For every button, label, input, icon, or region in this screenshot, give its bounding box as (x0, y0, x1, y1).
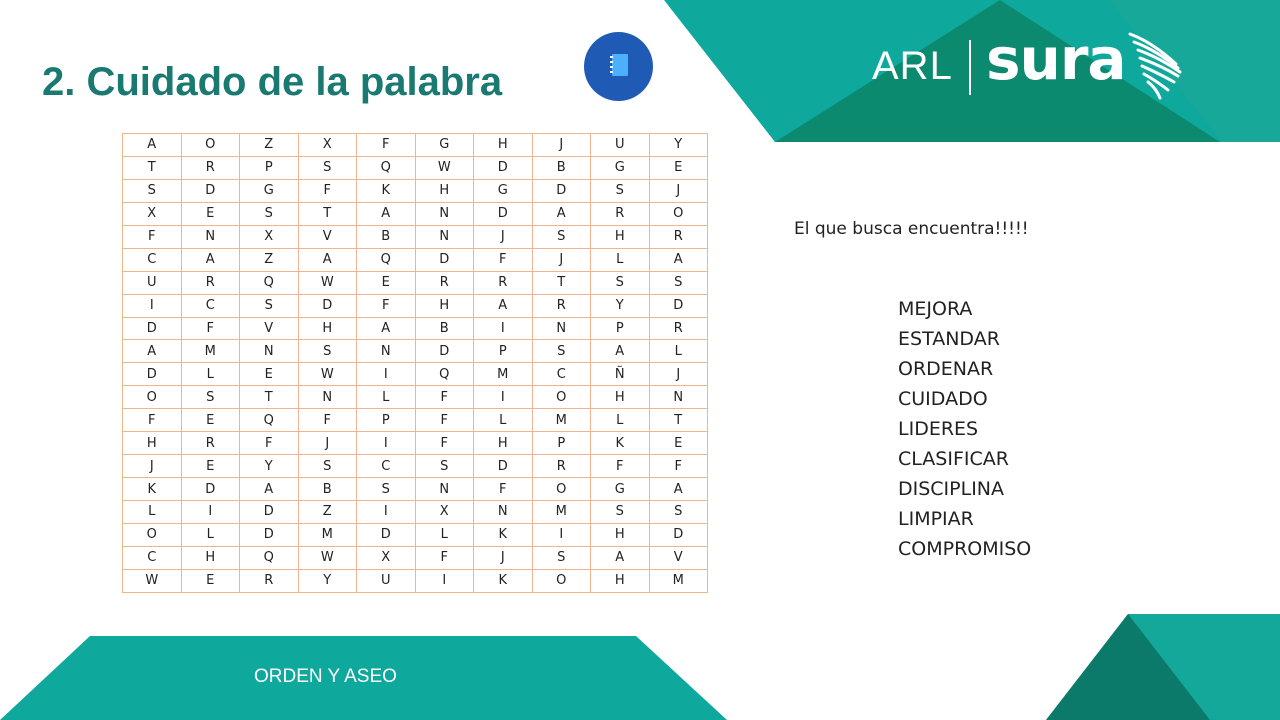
grid-cell: S (123, 179, 182, 202)
grid-cell: H (474, 134, 533, 157)
grid-cell: S (591, 501, 650, 524)
grid-cell: Z (240, 134, 299, 157)
grid-cell: P (474, 340, 533, 363)
grid-row (123, 363, 708, 386)
grid-cell: F (415, 386, 474, 409)
grid-cell: L (591, 409, 650, 432)
grid-cell: K (123, 478, 182, 501)
grid-cell: B (415, 317, 474, 340)
grid-cell: D (649, 294, 708, 317)
grid-row (123, 546, 708, 569)
grid-cell: A (181, 248, 240, 271)
grid-cell: W (123, 569, 182, 592)
grid-cell: G (474, 179, 533, 202)
hint-text: El que busca encuentra!!!!! (794, 219, 1029, 239)
grid-cell: Q (415, 363, 474, 386)
word-list-item: DISCIPLINA (898, 478, 1005, 500)
grid-cell: U (357, 569, 416, 592)
grid-cell: Y (298, 569, 357, 592)
grid-cell: R (591, 202, 650, 225)
grid-cell: I (415, 569, 474, 592)
grid-cell: O (532, 386, 591, 409)
grid-cell: B (532, 156, 591, 179)
grid-cell: I (357, 432, 416, 455)
grid-row (123, 501, 708, 524)
grid-row (123, 179, 708, 202)
word-list-item: ORDENAR (898, 358, 994, 380)
grid-cell: Q (240, 409, 299, 432)
grid-cell: S (298, 340, 357, 363)
grid-cell: R (649, 225, 708, 248)
grid-cell: O (649, 202, 708, 225)
grid-cell: J (298, 432, 357, 455)
grid-cell: T (298, 202, 357, 225)
grid-cell: H (591, 225, 650, 248)
grid-cell: V (298, 225, 357, 248)
grid-cell: X (357, 546, 416, 569)
grid-cell: T (240, 386, 299, 409)
word-list-item: ESTANDAR (898, 328, 1000, 350)
grid-cell: R (181, 156, 240, 179)
grid-cell: N (532, 317, 591, 340)
grid-cell: D (181, 478, 240, 501)
grid-cell: S (532, 340, 591, 363)
grid-cell: F (123, 409, 182, 432)
grid-cell: C (532, 363, 591, 386)
grid-cell: K (474, 523, 533, 546)
grid-cell: N (649, 386, 708, 409)
grid-cell: P (357, 409, 416, 432)
grid-cell: R (415, 271, 474, 294)
logo-sura-text: sura (986, 25, 1126, 93)
grid-cell: Q (357, 248, 416, 271)
grid-cell: U (591, 134, 650, 157)
grid-row (123, 455, 708, 478)
grid-cell: W (415, 156, 474, 179)
grid-cell: R (181, 432, 240, 455)
grid-cell: B (357, 225, 416, 248)
grid-cell: X (240, 225, 299, 248)
grid-cell: Y (240, 455, 299, 478)
grid-cell: N (415, 202, 474, 225)
grid-cell: N (298, 386, 357, 409)
notebook-badge (584, 32, 653, 101)
grid-cell: K (474, 569, 533, 592)
word-search-grid (122, 133, 708, 593)
grid-cell: J (474, 225, 533, 248)
grid-cell: W (298, 546, 357, 569)
grid-cell: D (357, 523, 416, 546)
grid-row (123, 386, 708, 409)
grid-cell: Z (298, 501, 357, 524)
grid-row (123, 478, 708, 501)
grid-cell: C (181, 294, 240, 317)
grid-cell: N (240, 340, 299, 363)
grid-cell: R (649, 317, 708, 340)
grid-cell: A (532, 202, 591, 225)
grid-row (123, 523, 708, 546)
logo-separator (969, 40, 971, 95)
grid-row (123, 294, 708, 317)
grid-cell: F (415, 409, 474, 432)
grid-cell: D (123, 317, 182, 340)
grid-cell: H (415, 179, 474, 202)
grid-cell: O (532, 478, 591, 501)
grid-cell: K (591, 432, 650, 455)
grid-cell: J (532, 134, 591, 157)
grid-cell: I (181, 501, 240, 524)
grid-cell: F (649, 455, 708, 478)
grid-cell: M (532, 501, 591, 524)
slide-title: 2. Cuidado de la palabra (42, 60, 503, 104)
grid-cell: N (415, 478, 474, 501)
grid-cell: R (532, 455, 591, 478)
grid-cell: D (240, 501, 299, 524)
grid-cell: G (415, 134, 474, 157)
word-list (898, 294, 1031, 564)
grid-cell: J (532, 248, 591, 271)
grid-row (123, 248, 708, 271)
grid-row (123, 202, 708, 225)
grid-cell: S (298, 455, 357, 478)
grid-cell: M (298, 523, 357, 546)
grid-cell: F (181, 317, 240, 340)
grid-cell: F (415, 432, 474, 455)
grid-cell: N (474, 501, 533, 524)
grid-cell: F (591, 455, 650, 478)
grid-cell: M (649, 569, 708, 592)
grid-cell: A (123, 134, 182, 157)
logo-arl-text: ARL (872, 44, 953, 88)
grid-cell: H (474, 432, 533, 455)
grid-cell: V (649, 546, 708, 569)
grid-cell: H (415, 294, 474, 317)
grid-cell: A (123, 340, 182, 363)
word-list-item: CLASIFICAR (898, 448, 1009, 470)
grid-cell: E (181, 569, 240, 592)
grid-cell: T (532, 271, 591, 294)
grid-cell: S (591, 271, 650, 294)
word-list-item: LIDERES (898, 418, 979, 440)
grid-cell: S (591, 179, 650, 202)
grid-cell: H (123, 432, 182, 455)
grid-cell: F (357, 294, 416, 317)
word-list-item: LIMPIAR (898, 508, 974, 530)
grid-cell: N (415, 225, 474, 248)
grid-cell: S (357, 478, 416, 501)
grid-cell: D (474, 156, 533, 179)
grid-cell: J (649, 179, 708, 202)
grid-row (123, 317, 708, 340)
grid-cell: F (415, 546, 474, 569)
grid-row (123, 156, 708, 179)
grid-cell: Ñ (591, 363, 650, 386)
grid-cell: D (474, 455, 533, 478)
grid-cell: Q (240, 271, 299, 294)
grid-cell: I (123, 294, 182, 317)
grid-cell: G (240, 179, 299, 202)
grid-cell: L (357, 386, 416, 409)
grid-cell: A (649, 478, 708, 501)
grid-cell: C (123, 248, 182, 271)
grid-cell: E (181, 409, 240, 432)
grid-cell: D (240, 523, 299, 546)
grid-cell: E (357, 271, 416, 294)
grid-cell: D (474, 202, 533, 225)
grid-cell: K (357, 179, 416, 202)
grid-cell: H (298, 317, 357, 340)
grid-cell: E (649, 432, 708, 455)
grid-cell: T (649, 409, 708, 432)
grid-cell: I (357, 363, 416, 386)
grid-cell: I (474, 317, 533, 340)
grid-cell: D (298, 294, 357, 317)
grid-cell: E (240, 363, 299, 386)
grid-cell: P (532, 432, 591, 455)
grid-cell: H (591, 569, 650, 592)
grid-cell: X (123, 202, 182, 225)
grid-cell: A (357, 202, 416, 225)
grid-cell: R (474, 271, 533, 294)
grid-cell: M (474, 363, 533, 386)
grid-cell: O (123, 386, 182, 409)
grid-cell: Z (240, 248, 299, 271)
grid-cell: E (649, 156, 708, 179)
grid-cell: D (181, 179, 240, 202)
grid-cell: L (181, 523, 240, 546)
grid-cell: U (123, 271, 182, 294)
grid-cell: W (298, 271, 357, 294)
grid-cell: N (181, 225, 240, 248)
grid-row (123, 271, 708, 294)
notebook-icon (606, 52, 632, 80)
grid-cell: J (474, 546, 533, 569)
grid-cell: G (591, 478, 650, 501)
grid-cell: P (591, 317, 650, 340)
grid-cell: A (357, 317, 416, 340)
grid-cell: R (240, 569, 299, 592)
grid-cell: Q (240, 546, 299, 569)
grid-cell: S (298, 156, 357, 179)
grid-cell: R (532, 294, 591, 317)
grid-cell: E (181, 455, 240, 478)
grid-cell: H (181, 546, 240, 569)
grid-cell: L (649, 340, 708, 363)
grid-row (123, 432, 708, 455)
grid-cell: T (123, 156, 182, 179)
grid-cell: M (181, 340, 240, 363)
grid-cell: F (474, 248, 533, 271)
footer-label: ORDEN Y ASEO (254, 666, 397, 687)
grid-cell: R (181, 271, 240, 294)
grid-cell: S (649, 271, 708, 294)
grid-cell: C (357, 455, 416, 478)
grid-cell: I (474, 386, 533, 409)
grid-row (123, 134, 708, 157)
grid-cell: Y (649, 134, 708, 157)
grid-cell: F (240, 432, 299, 455)
grid-row (123, 569, 708, 592)
grid-cell: Y (591, 294, 650, 317)
grid-cell: S (532, 225, 591, 248)
grid-cell: A (591, 546, 650, 569)
word-list-item: COMPROMISO (898, 538, 1032, 560)
grid-cell: D (532, 179, 591, 202)
grid-row (123, 340, 708, 363)
grid-cell: S (181, 386, 240, 409)
grid-cell: S (240, 294, 299, 317)
grid-cell: C (123, 546, 182, 569)
grid-cell: M (532, 409, 591, 432)
grid-cell: D (415, 340, 474, 363)
grid-cell: A (474, 294, 533, 317)
grid-row (123, 225, 708, 248)
grid-cell: A (649, 248, 708, 271)
grid-cell: S (415, 455, 474, 478)
grid-cell: W (298, 363, 357, 386)
grid-cell: I (357, 501, 416, 524)
grid-cell: F (474, 478, 533, 501)
grid-cell: H (591, 386, 650, 409)
grid-cell: D (123, 363, 182, 386)
word-list-item: CUIDADO (898, 388, 988, 410)
grid-cell: E (181, 202, 240, 225)
word-list-item: MEJORA (898, 298, 973, 320)
grid-cell: L (591, 248, 650, 271)
grid-cell: F (357, 134, 416, 157)
grid-cell: F (123, 225, 182, 248)
grid-cell: L (415, 523, 474, 546)
grid-cell: L (181, 363, 240, 386)
grid-cell: O (532, 569, 591, 592)
grid-cell: V (240, 317, 299, 340)
grid-cell: I (532, 523, 591, 546)
grid-cell: J (123, 455, 182, 478)
grid-cell: X (415, 501, 474, 524)
grid-cell: Q (357, 156, 416, 179)
grid-cell: S (240, 202, 299, 225)
grid-cell: L (123, 501, 182, 524)
grid-cell: B (298, 478, 357, 501)
grid-cell: S (649, 501, 708, 524)
grid-cell: S (532, 546, 591, 569)
grid-cell: G (591, 156, 650, 179)
grid-cell: F (298, 409, 357, 432)
grid-cell: F (298, 179, 357, 202)
grid-cell: L (474, 409, 533, 432)
grid-row (123, 409, 708, 432)
grid-cell: N (357, 340, 416, 363)
grid-cell: D (649, 523, 708, 546)
grid-cell: A (591, 340, 650, 363)
grid-cell: D (415, 248, 474, 271)
grid-cell: A (298, 248, 357, 271)
grid-cell: A (240, 478, 299, 501)
grid-cell: O (181, 134, 240, 157)
logo-wing-icon (1126, 32, 1182, 100)
grid-cell: O (123, 523, 182, 546)
grid-cell: P (240, 156, 299, 179)
grid-cell: J (649, 363, 708, 386)
grid-cell: X (298, 134, 357, 157)
grid-cell: H (591, 523, 650, 546)
